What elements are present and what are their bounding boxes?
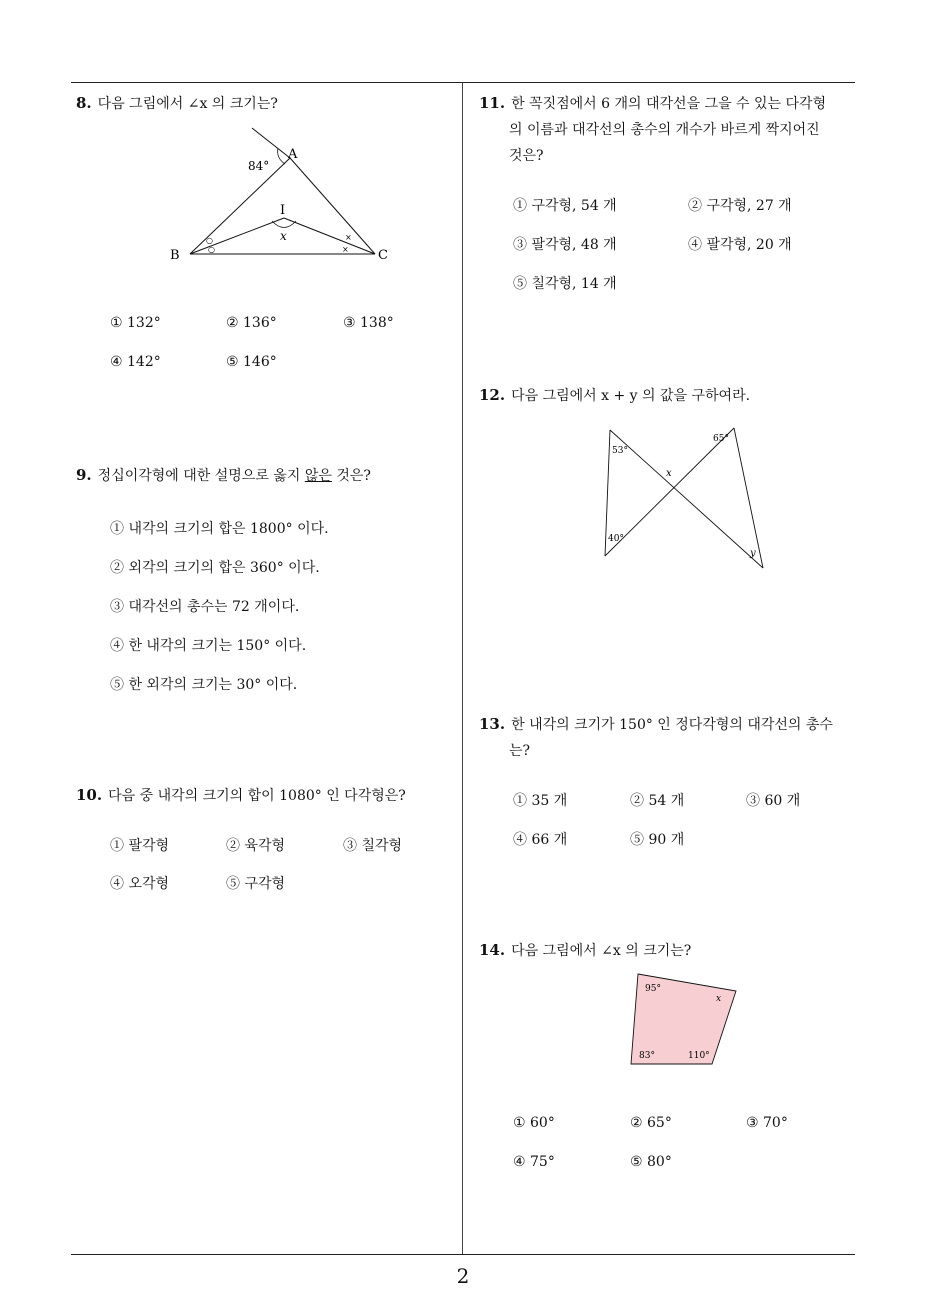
q11-option-1[interactable]: ① 구각형, 54 개: [513, 198, 617, 214]
angle-x-label: x: [280, 229, 287, 243]
angle-84-label: 84°: [248, 159, 270, 173]
mark-cross-upper: ×: [345, 233, 352, 242]
quadrilateral-diagram: [628, 970, 743, 1070]
q10-option-4[interactable]: ④ 오각형: [110, 876, 170, 892]
bowtie-figure: [596, 420, 776, 576]
q11-option-2[interactable]: ② 구각형, 27 개: [688, 198, 792, 214]
vertex-i-label: I: [280, 203, 286, 218]
column-divider: [462, 83, 463, 1255]
q11-option-4[interactable]: ④ 팔각형, 20 개: [688, 237, 792, 253]
question-number: 13.: [479, 715, 506, 733]
vertex-b-label: B: [170, 248, 180, 263]
question-stem-line2: 는?: [509, 743, 531, 759]
question-number: 11.: [479, 94, 506, 112]
question-number: 12.: [479, 386, 506, 404]
question-stem-line1: 한 내각의 크기가 150° 인 정다각형의 대각선의 총수: [511, 717, 833, 733]
bottom-rule: [71, 1254, 855, 1255]
question-stem: 다음 그림에서 ∠x 의 크기는?: [511, 943, 692, 959]
q13-option-1[interactable]: ① 35 개: [513, 793, 568, 809]
question-stem-part2: 것은?: [331, 468, 371, 484]
question-stem: 다음 그림에서 ∠x 의 크기는?: [97, 96, 278, 112]
q9-option-5[interactable]: ⑤ 한 외각의 크기는 30° 이다.: [110, 677, 298, 693]
angle-y-label: y: [750, 548, 756, 559]
mark-cross-lower: ×: [342, 245, 349, 254]
angle-x-label: x: [666, 468, 672, 479]
q8-option-2[interactable]: ② 136°: [226, 315, 277, 331]
question-number: 9.: [76, 466, 92, 484]
question-11: [479, 90, 859, 169]
q13-option-3[interactable]: ③ 60 개: [746, 793, 801, 809]
vertex-c-label: C: [378, 248, 388, 263]
q13-option-5[interactable]: ⑤ 90 개: [630, 832, 685, 848]
q9-option-3[interactable]: ③ 대각선의 총수는 72 개이다.: [110, 599, 300, 615]
question-stem-line2: 의 이름과 대각선의 총수의 개수가 바르게 짝지어진: [509, 122, 820, 138]
question-14: [479, 937, 691, 964]
question-stem-underlined: 않은: [304, 468, 332, 484]
angle-65-label: 65°: [713, 434, 729, 444]
question-9: [76, 462, 371, 489]
question-stem: 다음 중 내각의 크기의 합이 1080° 인 다각형은?: [108, 788, 406, 804]
angle-83-label: 83°: [639, 1051, 655, 1061]
q14-option-4[interactable]: ④ 75°: [513, 1154, 555, 1170]
mark-circle-lower: ○: [208, 245, 215, 254]
q8-option-3[interactable]: ③ 138°: [343, 315, 394, 331]
q8-option-1[interactable]: ① 132°: [110, 315, 161, 331]
triangle-diagram: [160, 122, 400, 272]
q10-option-5[interactable]: ⑤ 구각형: [226, 876, 286, 892]
angle-110-label: 110°: [688, 1051, 710, 1061]
q8-option-4[interactable]: ④ 142°: [110, 354, 161, 370]
question-stem-line1: 한 꼭짓점에서 6 개의 대각선을 그을 수 있는 다각형: [511, 96, 827, 112]
q14-option-2[interactable]: ② 65°: [630, 1115, 672, 1131]
mark-circle-upper: ○: [206, 236, 213, 245]
q9-option-1[interactable]: ① 내각의 크기의 합은 1800° 이다.: [110, 521, 329, 537]
question-number: 8.: [76, 94, 92, 112]
q9-option-2[interactable]: ② 외각의 크기의 합은 360° 이다.: [110, 560, 320, 576]
question-12: [479, 382, 750, 409]
angle-53-label: 53°: [612, 446, 628, 456]
question-stem: 다음 그림에서 x + y 의 값을 구하여라.: [511, 388, 751, 404]
top-rule: [71, 82, 855, 83]
q10-option-1[interactable]: ① 팔각형: [110, 838, 170, 854]
question-13: [479, 711, 859, 764]
q14-option-1[interactable]: ① 60°: [513, 1115, 555, 1131]
page-number: 2: [456, 1264, 470, 1288]
question-number: 14.: [479, 941, 506, 959]
q14-option-3[interactable]: ③ 70°: [746, 1115, 788, 1131]
q11-option-5[interactable]: ⑤ 칠각형, 14 개: [513, 276, 617, 292]
vertex-a-label: A: [288, 147, 298, 162]
question-number: 10.: [76, 786, 103, 804]
q10-option-2[interactable]: ② 육각형: [226, 838, 286, 854]
quadrilateral-figure: [628, 970, 743, 1074]
question-stem-part1: 정십이각형에 대한 설명으로 옳지: [97, 468, 305, 484]
q9-option-4[interactable]: ④ 한 내각의 크기는 150° 이다.: [110, 638, 307, 654]
angle-40-label: 40°: [608, 534, 624, 544]
q11-option-3[interactable]: ③ 팔각형, 48 개: [513, 237, 617, 253]
q13-option-2[interactable]: ② 54 개: [630, 793, 685, 809]
q13-option-4[interactable]: ④ 66 개: [513, 832, 568, 848]
question-8: [76, 90, 278, 117]
angle-95-label: 95°: [645, 984, 661, 994]
triangle-figure: [160, 122, 400, 276]
question-10: [76, 782, 406, 809]
q8-option-5[interactable]: ⑤ 146°: [226, 354, 277, 370]
q14-option-5[interactable]: ⑤ 80°: [630, 1154, 672, 1170]
q10-option-3[interactable]: ③ 칠각형: [343, 838, 403, 854]
crossed-triangles-diagram: [596, 420, 776, 572]
angle-x-label: x: [716, 994, 722, 1004]
question-stem-line3: 것은?: [509, 148, 544, 164]
